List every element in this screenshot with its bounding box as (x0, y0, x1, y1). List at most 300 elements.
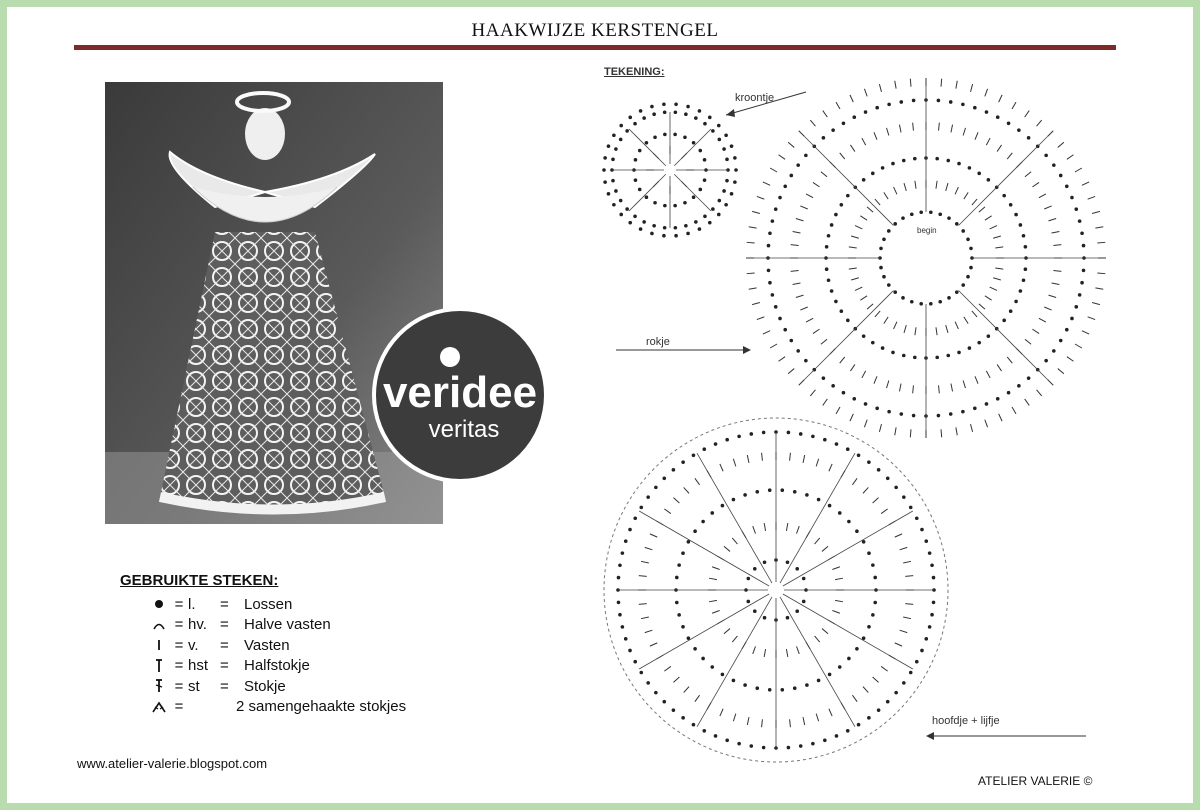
skirt-stitch (1082, 182, 1089, 185)
skirt-spoke (804, 136, 893, 225)
body-dot (802, 577, 806, 581)
skirt-stitch (1097, 273, 1105, 274)
body-stitch (803, 717, 805, 725)
body-dot (737, 435, 741, 439)
skirt-stitch (879, 84, 881, 92)
skirt-dot (767, 269, 771, 273)
skirt-stitch (747, 242, 755, 243)
body-stitch (881, 509, 887, 514)
skirt-dot (778, 317, 782, 321)
body-dot (894, 486, 898, 490)
crown-dot (717, 213, 721, 217)
body-dot (828, 673, 832, 677)
body-stitch (790, 453, 791, 461)
skirt-dot (947, 296, 951, 300)
body-dot (677, 613, 681, 617)
skirt-dot (1024, 267, 1028, 271)
crown-dot (683, 201, 687, 205)
body-dot (737, 742, 741, 746)
skirt-dot (987, 334, 991, 338)
body-stitch (695, 478, 700, 484)
skirt-spoke (959, 136, 1048, 225)
crown-dot (612, 203, 616, 207)
skirt-dot (796, 349, 800, 353)
skirt-dot (852, 397, 856, 401)
skirt-dot (771, 219, 775, 223)
crown-dot (698, 149, 702, 153)
crown-dot (698, 227, 702, 231)
skirt-stitch (836, 407, 840, 414)
crown-dot (602, 168, 606, 172)
crown-dot (642, 220, 646, 224)
body-dot (805, 683, 809, 687)
skirt-stitch (1025, 399, 1030, 406)
body-dot (867, 716, 871, 720)
skirt-stitch (1032, 329, 1039, 333)
footer-credit: ATELIER VALERIE © (978, 774, 1093, 788)
skirt-stitch (860, 216, 867, 220)
body-dot (873, 576, 877, 580)
crown-dot (625, 129, 629, 133)
body-dot (681, 716, 685, 720)
legend-eq2: = (220, 636, 229, 654)
body-dot (817, 498, 821, 502)
body-stitch (762, 719, 763, 727)
body-stitch (747, 455, 749, 463)
skirt-stitch (1052, 283, 1060, 285)
body-stitch (822, 629, 828, 634)
skirt-stitch (810, 120, 815, 126)
body-dot (915, 660, 919, 664)
skirt-dot (1007, 121, 1011, 125)
crochet-diagram (596, 70, 1116, 775)
skirt-dot (966, 275, 970, 279)
skirt-dot (887, 103, 891, 107)
crown-arrowhead (726, 109, 735, 117)
skirt-dot (796, 163, 800, 167)
legend-eq2: = (220, 595, 229, 613)
body-dot (902, 681, 906, 685)
body-stitch (764, 649, 765, 657)
skirt-stitch (810, 390, 815, 396)
body-stitch (695, 695, 700, 701)
skirt-dot (831, 128, 835, 132)
skirt-dot (1009, 203, 1013, 207)
crown-dot (619, 124, 623, 128)
skirt-stitch (899, 384, 901, 392)
body-dot (662, 700, 666, 704)
body-dot (817, 679, 821, 683)
skirt-dot (946, 354, 950, 358)
skirt-stitch (860, 296, 867, 300)
body-stitch (712, 611, 720, 614)
skirt-stitch (851, 236, 859, 238)
crown-dot (642, 116, 646, 120)
skirt-stitch (972, 311, 977, 317)
body-dot (855, 647, 859, 651)
body-dot (662, 476, 666, 480)
body-dot (732, 679, 736, 683)
crown-dot (673, 204, 677, 208)
crown-dot (625, 207, 629, 211)
skirt-stitch (939, 385, 940, 393)
crown-label: kroontje (735, 92, 775, 104)
skirt-stitch (894, 187, 897, 194)
skirt-stitch (975, 132, 978, 139)
skirt-stitch (851, 278, 859, 280)
legend-abbr: hst (188, 657, 209, 675)
skirt-stitch (1075, 168, 1082, 172)
body-stitch (753, 526, 756, 534)
skirt-dot (882, 237, 886, 241)
crown-dot (603, 180, 607, 184)
skirt-stitch (757, 196, 765, 199)
skirt-dot (938, 300, 942, 304)
body-dot (894, 691, 898, 695)
skirt-dot (977, 341, 981, 345)
skirt-dot (846, 319, 850, 323)
skirt-stitch (874, 376, 877, 383)
skirt-stitch (913, 385, 914, 393)
skirt-stitch (791, 271, 799, 272)
skirt-dot (1080, 231, 1084, 235)
body-dot (753, 609, 757, 613)
body-dot (867, 551, 871, 555)
body-stitch (645, 547, 653, 549)
body-stitch (816, 714, 818, 722)
body-dot (618, 613, 622, 617)
skirt-stitch (793, 283, 801, 285)
skirt-dot (1074, 305, 1078, 309)
crown-dot (611, 179, 615, 183)
skirt-stitch (1007, 357, 1012, 363)
body-stitch (903, 561, 911, 563)
skirt-dot (1059, 174, 1063, 178)
skirt-dot (969, 247, 973, 251)
legend-eq2: = (220, 657, 229, 675)
skirt-stitch (939, 123, 940, 131)
skirt-dot (968, 166, 972, 170)
cross-t-icon (148, 678, 170, 694)
skirt-dot (825, 245, 829, 249)
crown-dot (634, 178, 638, 182)
crown-dot (674, 110, 678, 114)
skirt-stitch (867, 304, 873, 309)
crown-dot (686, 232, 690, 236)
skirt-stitch (993, 236, 1001, 238)
skirt-dot (937, 414, 941, 418)
skirt-dot (1052, 349, 1056, 353)
body-dot (621, 625, 625, 629)
body-stitch (673, 677, 679, 682)
skirt-stitch (884, 192, 888, 199)
body-dot (763, 560, 767, 564)
skirt-stitch (995, 268, 1003, 269)
skirt-stitch (1039, 318, 1046, 322)
skirt-stitch (1092, 303, 1100, 305)
body-stitch (684, 487, 689, 493)
skirt-dot (887, 410, 891, 414)
skirt-stitch (788, 369, 794, 374)
body-dot (721, 673, 725, 677)
skirt-arrowhead (743, 346, 751, 354)
body-dot (646, 495, 650, 499)
skirt-dot (961, 229, 965, 233)
crown-dot (662, 102, 666, 106)
skirt-dot (919, 302, 923, 306)
skirt-spoke (959, 291, 1048, 380)
body-dot (768, 488, 772, 492)
skirt-stitch (850, 95, 853, 102)
body-stitch (905, 576, 913, 577)
skirt-dot (913, 157, 917, 161)
website-link[interactable]: www.atelier-valerie.blogspot.com (77, 756, 268, 771)
body-stitch (733, 714, 735, 722)
body-dot (932, 601, 936, 605)
title-rule (74, 45, 1116, 50)
skirt-dot (852, 115, 856, 119)
body-dot (928, 625, 932, 629)
body-dot (877, 468, 881, 472)
skirt-stitch (1067, 357, 1074, 362)
joined-icon (148, 700, 170, 714)
skirt-dot (913, 356, 917, 360)
body-stitch (762, 453, 763, 461)
body-dot (746, 577, 750, 581)
body-dot (847, 657, 851, 661)
skirt-dot (1022, 234, 1026, 238)
body-dot (721, 504, 725, 508)
skirt-stitch (913, 123, 914, 131)
crown-dot (718, 138, 722, 142)
body-stitch (684, 687, 689, 693)
body-stitch (764, 523, 765, 531)
body-dot (915, 516, 919, 520)
crown-dot (692, 141, 696, 145)
skirt-stitch (1048, 219, 1056, 221)
body-stitch (895, 643, 902, 646)
body-dot (802, 600, 806, 604)
skirt-dot (1027, 136, 1031, 140)
skirt-dot (875, 106, 879, 110)
skirt-stitch (864, 420, 867, 428)
skirt-dot (1052, 163, 1056, 167)
skirt-dot (1009, 309, 1013, 313)
crown-dot (703, 214, 707, 218)
skirt-stitch (799, 380, 805, 386)
skirt-stitch (855, 226, 862, 229)
skirt-dot (1014, 300, 1018, 304)
skirt-stitch (1025, 172, 1031, 177)
body-dot (793, 686, 797, 690)
crown-dot (722, 189, 726, 193)
skirt-stitch (964, 192, 968, 199)
skirt-dot (862, 334, 866, 338)
body-dot (692, 453, 696, 457)
body-stitch (873, 677, 879, 682)
skirt-stitch (1095, 227, 1103, 228)
body-stitch (709, 600, 717, 601)
body-dot (639, 671, 643, 675)
body-stitch (650, 534, 657, 537)
body-dot (932, 576, 936, 580)
skirt-stitch (999, 95, 1002, 102)
skirt-dot (938, 212, 942, 216)
skirt-dot (768, 281, 772, 285)
skirt-stitch (999, 414, 1002, 421)
skirt-stitch (1097, 242, 1105, 243)
crown-dot (708, 116, 712, 120)
body-dot (753, 567, 757, 571)
body-dot (867, 460, 871, 464)
skirt-dot (910, 300, 914, 304)
body-stitch (832, 611, 840, 614)
t-bar-icon (148, 658, 170, 674)
skirt-stitch (995, 247, 1003, 248)
crown-dot (663, 204, 667, 208)
legend-title: GEBRUIKTE STEKEN: (120, 572, 279, 589)
body-dot (692, 723, 696, 727)
skirt-stitch (936, 327, 937, 335)
skirt-stitch (895, 427, 896, 435)
skirt-dot (899, 100, 903, 104)
body-stitch (829, 464, 832, 471)
skirt-stitch (1052, 231, 1060, 233)
skirt-dot (783, 184, 787, 188)
body-dot (786, 616, 790, 620)
crown-dot (612, 133, 616, 137)
skirt-dot (966, 237, 970, 241)
body-stitch (733, 459, 735, 467)
crown-dot (724, 133, 728, 137)
skirt-dot (875, 406, 879, 410)
skirt-stitch (823, 399, 828, 406)
body-stitch (816, 459, 818, 467)
skirt-dot (1078, 293, 1082, 297)
crown-dot (694, 116, 698, 120)
veridee-logo (360, 305, 560, 490)
legend-name: Lossen (244, 595, 293, 613)
skirt-stitch (749, 288, 757, 289)
crown-dot (663, 133, 667, 137)
skirt-stitch (997, 145, 1001, 152)
skirt-dot (955, 222, 959, 226)
skirt-dot (969, 266, 973, 270)
body-stitch (835, 578, 843, 579)
skirt-stitch (985, 296, 992, 300)
crown-dot (730, 192, 734, 196)
crown-dot (639, 109, 643, 113)
body-dot (762, 431, 766, 435)
body-dot (749, 432, 753, 436)
skirt-dot (949, 412, 953, 416)
skirt-stitch (875, 311, 880, 317)
crown-dot (733, 156, 737, 160)
body-dot (639, 506, 643, 510)
body-stitch (641, 617, 649, 619)
skirt-stitch (990, 287, 997, 290)
legend-eq: = (174, 616, 184, 634)
skirt-stitch (1095, 288, 1103, 289)
body-stitch (903, 617, 911, 619)
skirt-stitch (1025, 339, 1031, 344)
crown-dot (633, 214, 637, 218)
skirt-stitch (936, 181, 937, 189)
skirt-stitch (1044, 206, 1051, 209)
skirt-stitch (946, 183, 948, 191)
skirt-dot (961, 410, 965, 414)
skirt-dot (937, 99, 941, 103)
crown-dot (614, 189, 618, 193)
legend-eq: = (174, 595, 184, 613)
body-stitch (639, 576, 647, 577)
skirt-stitch (850, 145, 854, 152)
skirt-stitch (836, 102, 840, 109)
body-dot (732, 498, 736, 502)
body-dot (628, 649, 632, 653)
body-dot (795, 609, 799, 613)
skirt-dot (1078, 219, 1082, 223)
body-dot (624, 637, 628, 641)
skirt-stitch (1053, 245, 1061, 246)
crown-dot (683, 135, 687, 139)
body-stitch (712, 567, 720, 570)
skirt-dot (1044, 359, 1048, 363)
legend-row (148, 635, 406, 656)
skirt-stitch (1088, 196, 1096, 199)
skirt-dot (879, 266, 883, 270)
skirt-dot (1002, 194, 1006, 198)
body-dot (877, 708, 881, 712)
crown-dot (725, 179, 729, 183)
body-stitch (639, 604, 647, 605)
skirt-stitch (747, 273, 755, 274)
skirt-dot (1044, 154, 1048, 158)
skirt-stitch (1025, 111, 1030, 118)
skirt-stitch (956, 81, 957, 89)
body-dot (755, 686, 759, 690)
body-dot (746, 600, 750, 604)
head-arrowhead (926, 732, 934, 740)
legend-row (148, 656, 406, 677)
skirt-stitch (779, 155, 786, 160)
body-dot (681, 460, 685, 464)
skirt-stitch (1039, 194, 1046, 198)
legend-abbr: hv. (188, 616, 207, 634)
crown-dot (703, 178, 707, 182)
crown-dot (645, 141, 649, 145)
body-stitch (790, 719, 791, 727)
body-dot (786, 560, 790, 564)
crown-dot (708, 221, 712, 225)
body-dot (617, 601, 621, 605)
body-stitch (835, 600, 843, 601)
skirt-stitch (985, 420, 988, 428)
skirt-stitch (1007, 153, 1012, 159)
skirt-stitch (850, 414, 853, 421)
body-dot (902, 495, 906, 499)
body-dot (846, 729, 850, 733)
body-stitch (873, 498, 879, 503)
diagram-heading: TEKENING: (604, 66, 665, 78)
skirt-stitch (1048, 380, 1054, 386)
legend-row (148, 594, 406, 615)
body-stitch (650, 643, 657, 646)
skirt-stitch (979, 304, 985, 309)
skirt-stitch (985, 89, 988, 97)
skirt-dot (901, 296, 905, 300)
crown-dot (603, 156, 607, 160)
